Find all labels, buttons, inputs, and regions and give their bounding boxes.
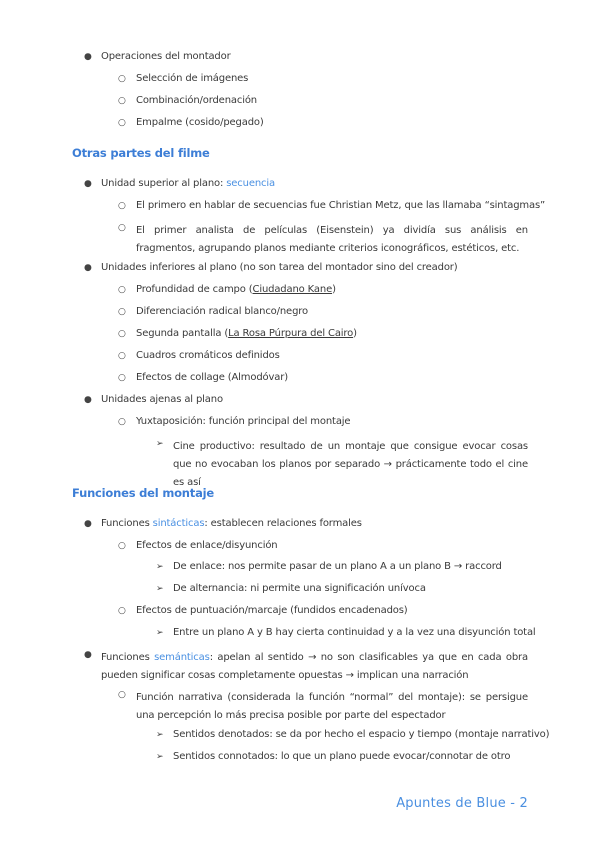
list-item: Sentidos connotados: lo que un plano puede evocar/connotar de otro — [173, 751, 511, 762]
bullet-dot: ● — [84, 519, 92, 529]
list-item: Cine productivo: resultado de un montaje que consigue evocar cosas que no evocaban los planos por separado → prácticamente todo el cine es así — [173, 441, 528, 488]
term-link[interactable]: sintácticas — [152, 518, 205, 529]
list-item: Cuadros cromáticos definidos — [136, 350, 280, 361]
bullet-dot: ● — [84, 395, 92, 405]
bullet-circle: ○ — [118, 74, 126, 84]
item-text: : establecen relaciones formales — [204, 518, 362, 529]
arrow-bullet-icon: ➢ — [156, 628, 164, 638]
arrow-bullet-icon: ➢ — [156, 752, 164, 762]
list-item: Entre un plano A y B hay cierta continuidad y a la vez una disyunción total — [173, 627, 536, 638]
item-text: ) — [353, 328, 357, 339]
item-text: : apelan al sentido → no son clasificables ya que en cada obra pueden significar cosas completamente opuestas → implican una narración — [101, 652, 528, 681]
bullet-circle: ○ — [118, 541, 126, 551]
bullet-dot: ● — [84, 179, 92, 189]
list-item — [136, 328, 357, 340]
list-item: El primer analista de películas (Eisenstein) ya dividía sus análisis en fragmentos, agrupando planos mediante criterios iconográficos, estéticos, etc. — [136, 225, 528, 254]
bullet-circle: ○ — [118, 96, 126, 106]
bullet-dot: ● — [84, 263, 92, 273]
arrow-bullet-icon: ➢ — [156, 584, 164, 594]
list-item: Yuxtaposición: función principal del montaje — [136, 416, 351, 427]
list-item — [101, 178, 275, 190]
list-item: De enlace: nos permite pasar de un plano A a un plano B → raccord — [173, 561, 502, 572]
item-text: Segunda pantalla ( — [136, 328, 229, 339]
item-text: Funciones — [101, 518, 153, 529]
list-item: Efectos de collage (Almodóvar) — [136, 372, 288, 383]
item-text: Unidad superior al plano: — [101, 178, 227, 189]
bullet-dot: ● — [84, 52, 92, 62]
list-item — [136, 284, 336, 296]
bullet-circle: ○ — [118, 351, 126, 361]
bullet-dot: ● — [84, 650, 92, 660]
list-item — [101, 518, 362, 530]
bullet-circle: ○ — [118, 606, 126, 616]
list-item: Combinación/ordenación — [136, 95, 257, 106]
list-item: El primero en hablar de secuencias fue Christian Metz, que las llamaba “sintagmas” — [136, 200, 546, 211]
section-heading: Otras partes del filme — [72, 146, 210, 160]
item-text: Profundidad de campo ( — [136, 284, 253, 295]
bullet-circle: ○ — [118, 201, 126, 211]
bullet-circle: ○ — [118, 329, 126, 339]
term-link[interactable]: semánticas — [154, 652, 210, 663]
list-item: Unidades ajenas al plano — [101, 394, 223, 405]
list-item: Unidades inferiores al plano (no son tarea del montador sino del creador) — [101, 262, 458, 273]
bullet-circle: ○ — [118, 373, 126, 383]
film-link[interactable]: La Rosa Púrpura del Cairo — [228, 328, 354, 339]
bullet-circle: ○ — [118, 118, 126, 128]
list-item: De alternancia: ni permite una significación unívoca — [173, 583, 426, 594]
list-item: Sentidos denotados: se da por hecho el espacio y tiempo (montaje narrativo) — [173, 729, 550, 740]
list-item: Operaciones del montador — [101, 51, 231, 62]
list-item: Diferenciación radical blanco/negro — [136, 306, 308, 317]
section-heading: Funciones del montaje — [72, 486, 214, 500]
bullet-circle: ○ — [118, 285, 126, 295]
arrow-bullet-icon: ➢ — [156, 562, 164, 572]
list-item — [101, 649, 528, 685]
arrow-bullet-icon: ➢ — [156, 730, 164, 740]
bullet-circle: ○ — [118, 690, 126, 700]
list-item: Efectos de enlace/disyunción — [136, 540, 278, 551]
item-text: ) — [332, 284, 336, 295]
list-item: Selección de imágenes — [136, 73, 249, 84]
bullet-circle: ○ — [118, 223, 126, 233]
list-item: Efectos de puntuación/marcaje (fundidos encadenados) — [136, 605, 408, 616]
list-item: Función narrativa (considerada la función “normal” del montaje): se persigue una percepción lo más precisa posible por parte del espectador — [136, 692, 528, 721]
term-link[interactable]: secuencia — [226, 178, 275, 189]
bullet-circle: ○ — [118, 417, 126, 427]
list-item: Empalme (cosido/pegado) — [136, 117, 264, 128]
film-link[interactable]: Ciudadano Kane — [252, 284, 333, 295]
page-footer: Apuntes de Blue - 2 — [396, 796, 528, 811]
item-text: Funciones — [101, 652, 155, 663]
arrow-bullet-icon: ➢ — [156, 439, 164, 449]
bullet-circle: ○ — [118, 307, 126, 317]
